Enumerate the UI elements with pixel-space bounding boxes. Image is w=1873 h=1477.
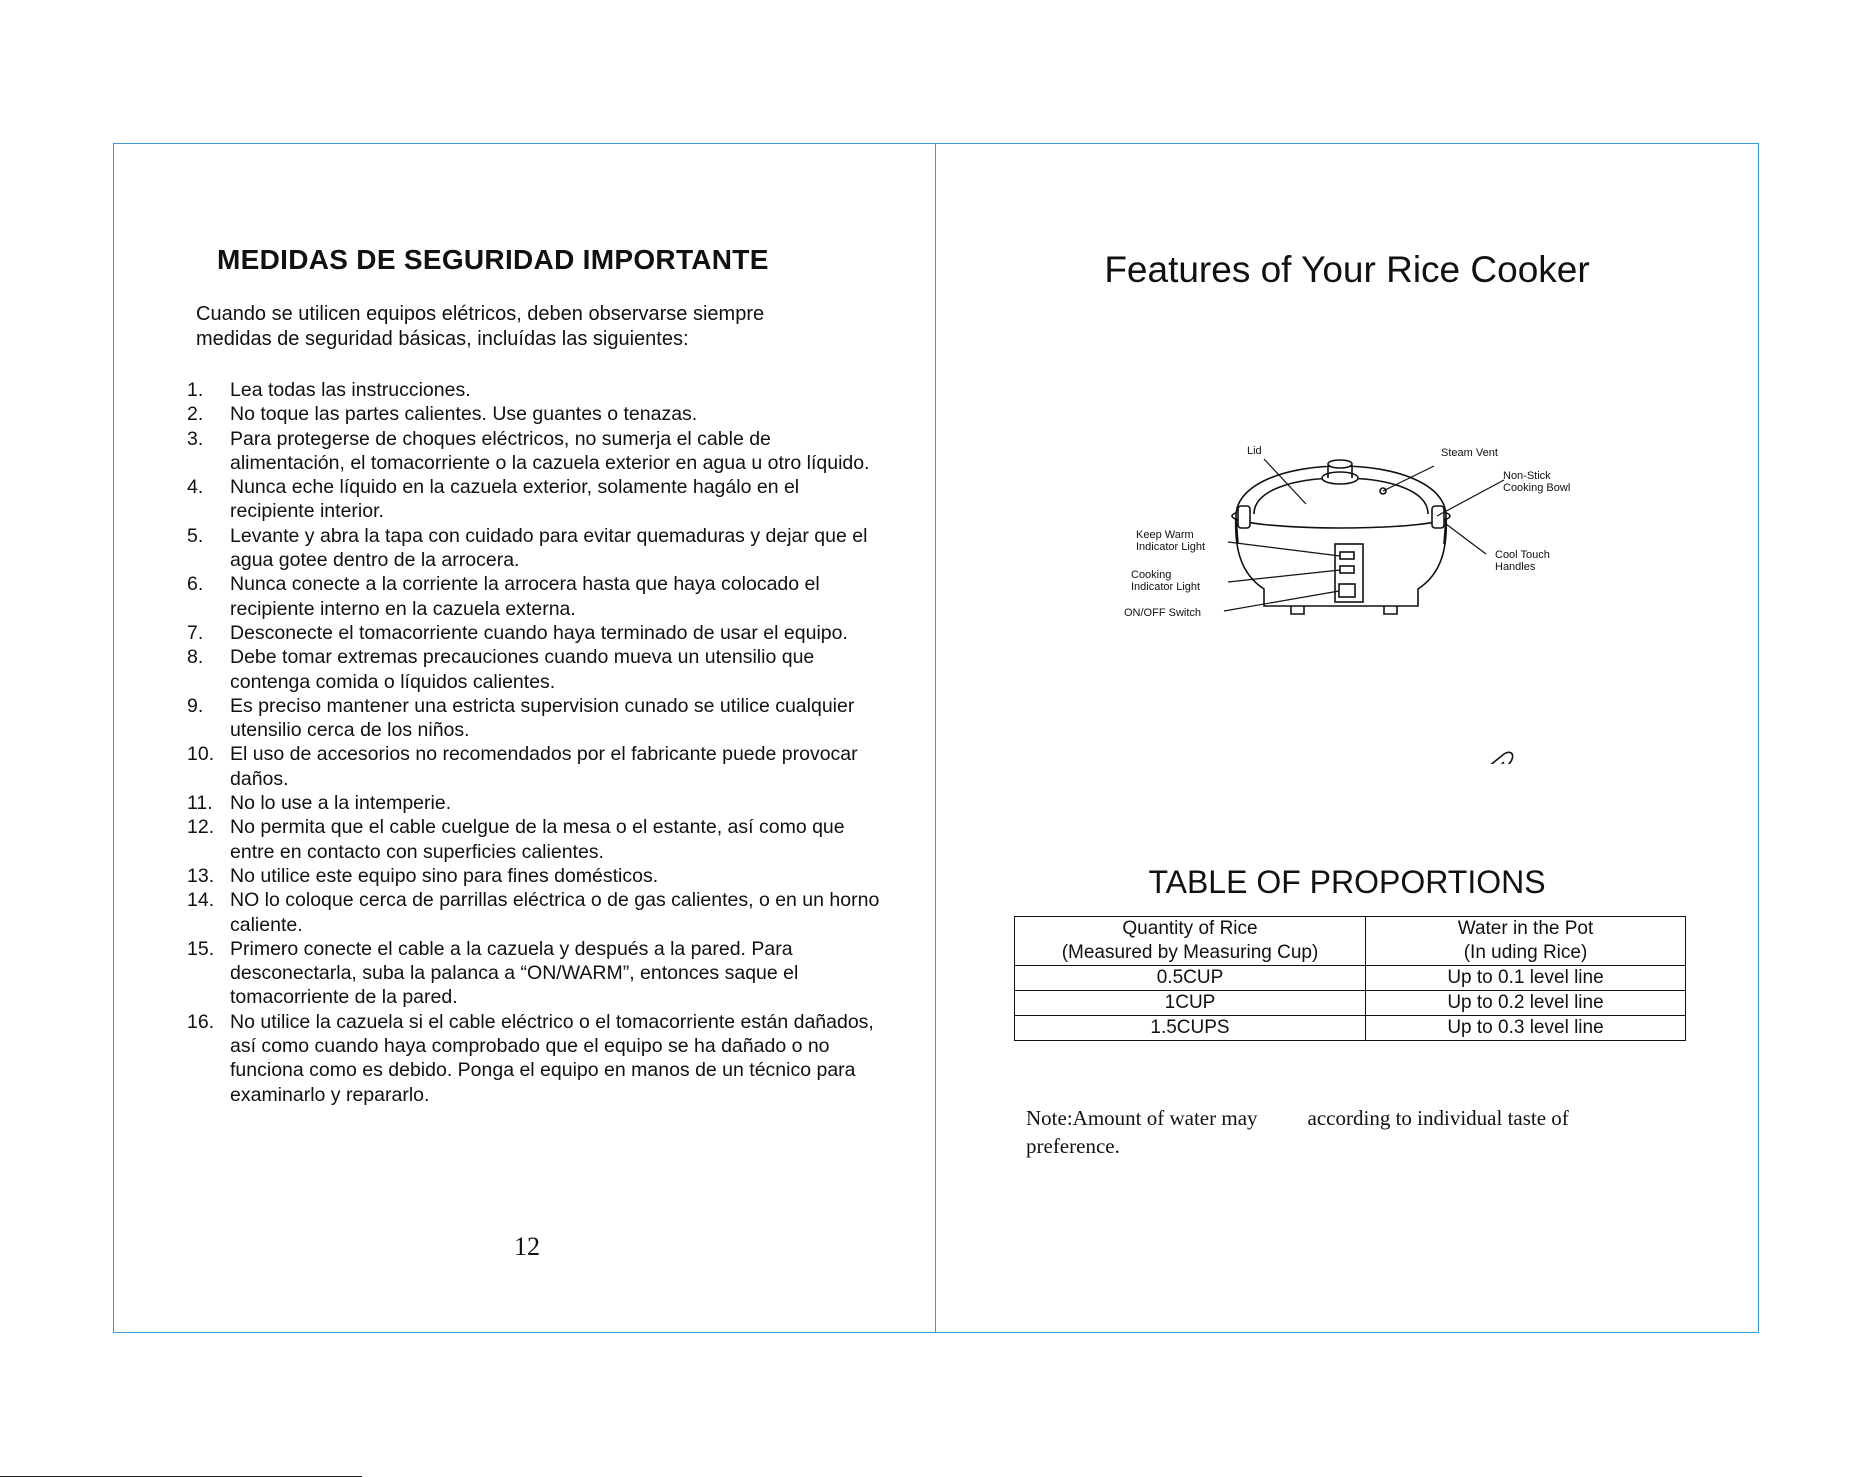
list-item: 8. Debe tomar extremas precauciones cuando mueva un utensilio que contenga comida o líquidos calientes. [187,646,815,693]
proportions-table [1014,916,1686,1041]
header-water: Water in the Pot (In uding Rice) [1366,917,1686,966]
table-title: TABLE OF PROPORTIONS [1148,864,1546,900]
table-cell-water: Up to 0.1 level line [1366,966,1686,991]
list-item: 7. Desconecte el tomacorriente cuando haya terminado de usar el equipo. [187,621,848,644]
table-cell-rice: 1.5CUPS [1015,1016,1366,1041]
list-item: 16. No utilice la cazuela si el cable eléctrico o el tomacorriente están dañados, así como cuando haya comprobado que el equipo se ha dañado o no funciona como es debido. Ponga el equipo en manos de un técnico para examinarlo y repararlo. [187,1010,874,1106]
rice-cooker-diagram [936,344,1758,764]
table-header-row [1015,917,1686,966]
list-item: 10. El uso de accesorios no recomendados por el fabricante puede provocar daños. [187,743,858,790]
list-item: 13. No utilice este equipo sino para fines domésticos. [187,864,659,887]
list-item: 6. Nunca conecte a la corriente la arrocera hasta que haya colocado el recipiente interno en la cazuela externa. [187,573,820,620]
label-lid: Lid [1247,445,1262,457]
list-item: 3. Para protegerse de choques eléctricos, no sumerja el cable de alimentación, el tomacorriente o la cazuela exterior en agua u otro líquido. [187,427,870,474]
label-cooking-2: Indicator Light [1131,581,1201,593]
page-number: 12 [514,1232,540,1261]
safety-list [187,378,887,1107]
left-page [113,143,936,1333]
table-cell-rice: 1CUP [1015,991,1366,1016]
label-steam-vent: Steam Vent [1441,447,1498,459]
label-handles-2: Handles [1495,561,1536,573]
list-item: 11. No lo use a la intemperie. [187,792,452,815]
safety-intro: Cuando se utilicen equipos elétricos, deben observarse siempre medidas de seguridad básicas, incluídas las siguientes: [196,303,765,350]
list-item: 2. No toque las partes calientes. Use guantes o tenazas. [187,403,698,426]
list-item: 15. Primero conecte el cable a la cazuela y después a la pared. Para desconectarla, suba la palanca a “ON/WARM”, entonces saque el tomacorriente de la pared. [187,937,799,1009]
list-item: 9. Es preciso mantener una estricta supervision cunado se utilice cualquier utensilio cerca de los niños. [187,694,855,742]
features-title: Features of Your Rice Cooker [1104,249,1590,290]
rice-cooker-icon [1232,460,1450,614]
table-cell-rice: 0.5CUP [1015,966,1366,991]
list-item: 4. Nunca eche líquido en la cazuela exterior, solamente hagálo en el recipiente interior. [187,476,800,523]
label-handles-1: Cool Touch [1495,549,1550,561]
list-item: 12. No permita que el cable cuelgue de la mesa o el estante, así como que entre en contacto con superficies calientes. [187,816,845,863]
label-keep-warm-1: Keep Warm [1136,529,1194,541]
label-cooking-1: Cooking [1131,569,1172,581]
list-item: 5. Levante y abra la tapa con cuidado para evitar quemaduras y dejar que el agua gotee dentro de la arrocera. [187,524,868,572]
list-item: 1. Lea todas las instrucciones. [187,379,471,401]
label-bowl-2: Cooking Bowl [1503,482,1571,494]
right-page [935,143,1759,1333]
table-row [1015,991,1686,1016]
table-row [1015,966,1686,991]
table-cell-water: Up to 0.3 level line [1366,1016,1686,1041]
list-item: 14. NO lo coloque cerca de parrillas eléctrica o de gas calientes, o en un horno caliente. [187,889,880,936]
table-cell-water: Up to 0.2 level line [1366,991,1686,1016]
table-row [1015,1016,1686,1041]
note: Note:Amount of water may according to individual taste of preference. [1026,1106,1569,1158]
rice-spoon-icon [1380,752,1513,764]
label-keep-warm-2: Indicator Light [1136,541,1206,553]
label-bowl-1: Non-Stick [1503,470,1551,482]
header-rice: Quantity of Rice (Measured by Measuring Cup) [1015,917,1366,966]
label-switch: ON/OFF Switch [1124,607,1202,619]
safety-title: MEDIDAS DE SEGURIDAD IMPORTANTE [217,244,769,275]
